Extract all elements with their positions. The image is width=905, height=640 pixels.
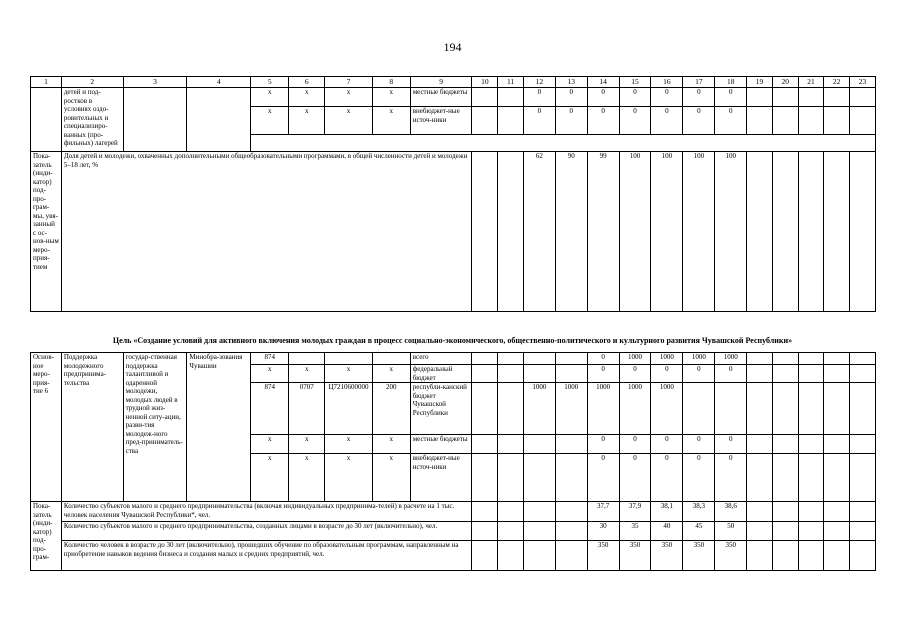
table-cell: 350 — [619, 541, 651, 571]
table-cell: 0 — [555, 107, 587, 135]
column-number: 14 — [587, 77, 619, 88]
table-cell: 0 — [715, 107, 747, 135]
table-cell: 0 — [683, 435, 715, 454]
table-cell: 62 — [523, 152, 555, 312]
table-row — [31, 88, 876, 107]
table-cell — [772, 502, 798, 522]
funding-source-cell: республи-канский бюджет Чувашской Республики — [410, 383, 472, 435]
table-cell: 0 — [587, 454, 619, 502]
table-cell — [123, 88, 187, 152]
table-cell: 0 — [587, 107, 619, 135]
table-cell: x — [251, 107, 289, 135]
program-table-bottom — [30, 352, 876, 571]
table-cell — [798, 383, 824, 435]
table-cell: 0 — [683, 454, 715, 502]
table-cell — [747, 353, 773, 365]
table-cell: 37,9 — [619, 502, 651, 522]
table-cell — [251, 135, 876, 152]
table-cell — [772, 522, 798, 541]
table-cell — [472, 88, 498, 107]
table-cell: 100 — [651, 152, 683, 312]
column-number: 7 — [325, 77, 372, 88]
column-number: 8 — [372, 77, 410, 88]
table-cell — [772, 107, 798, 135]
table-cell — [747, 152, 773, 312]
indicator-label: Пока-затель (инди-катор) под-про-грам- — [31, 502, 62, 571]
column-number: 3 — [123, 77, 187, 88]
table-cell — [772, 454, 798, 502]
table-cell — [289, 353, 325, 365]
table-cell: 0707 — [289, 383, 325, 435]
table-cell: 874 — [251, 353, 289, 365]
table-cell — [772, 353, 798, 365]
funding-source-cell: внебюджет-ные источ-ники — [410, 454, 472, 502]
table-cell: x — [251, 365, 289, 383]
table-cell — [772, 541, 798, 571]
table-cell: 0 — [587, 353, 619, 365]
table-cell — [798, 107, 824, 135]
table-cell: 37,7 — [587, 502, 619, 522]
table-cell: x — [289, 107, 325, 135]
table-cell — [850, 541, 876, 571]
table-cell: 350 — [587, 541, 619, 571]
table-cell: 40 — [651, 522, 683, 541]
table-cell — [472, 502, 498, 522]
table-cell: x — [289, 435, 325, 454]
table-cell: 0 — [619, 107, 651, 135]
executor-cell: Минобра-зования Чувашии — [187, 353, 251, 502]
table-cell: 100 — [619, 152, 651, 312]
table-cell — [683, 383, 715, 435]
table-cell: x — [372, 365, 410, 383]
table-cell — [824, 107, 850, 135]
table-cell — [850, 502, 876, 522]
table-cell: x — [372, 88, 410, 107]
column-number: 21 — [798, 77, 824, 88]
table-cell: 200 — [372, 383, 410, 435]
table-cell — [498, 522, 524, 541]
funding-source-cell: всего — [410, 353, 472, 365]
table-cell: x — [289, 454, 325, 502]
column-number: 10 — [472, 77, 498, 88]
table-cell — [747, 502, 773, 522]
column-number: 13 — [555, 77, 587, 88]
column-number: 23 — [850, 77, 876, 88]
table-cell: 0 — [651, 454, 683, 502]
column-number: 5 — [251, 77, 289, 88]
table-cell — [824, 383, 850, 435]
table-cell — [555, 353, 587, 365]
table-cell — [715, 383, 747, 435]
table-cell — [850, 107, 876, 135]
table-cell — [472, 454, 498, 502]
indicator-label: Пока-затель (инди-катор) под-про-грам-мы, увя-занный с ос-нов-ным меро-прия-тием — [31, 152, 62, 312]
table-cell — [798, 502, 824, 522]
table-cell: x — [325, 107, 372, 135]
table-cell: x — [325, 88, 372, 107]
table-cell: 0 — [619, 365, 651, 383]
table-cell — [798, 454, 824, 502]
table-cell — [798, 365, 824, 383]
table-cell: 0 — [587, 88, 619, 107]
table-cell: x — [325, 365, 372, 383]
table-cell: 45 — [683, 522, 715, 541]
table-cell: 350 — [683, 541, 715, 571]
table-cell: 0 — [587, 435, 619, 454]
table-cell — [555, 365, 587, 383]
column-number: 19 — [747, 77, 773, 88]
table-cell — [498, 383, 524, 435]
table-cell: 38,1 — [651, 502, 683, 522]
table-cell — [798, 353, 824, 365]
table-cell — [472, 383, 498, 435]
table-cell — [747, 541, 773, 571]
program-table-top — [30, 76, 876, 312]
indicator-row — [31, 152, 876, 312]
event-number-cell: Основ-ное меро-прия-тие 6 — [31, 353, 62, 502]
table-cell — [850, 435, 876, 454]
table-cell: 0 — [683, 107, 715, 135]
table-cell: x — [372, 435, 410, 454]
table-cell: 0 — [715, 435, 747, 454]
goal-heading: Цель «Создание условий для активного включения молодых граждан в процесс социально-экономического, общественно-политического и культурного развития Чувашской Республики» — [112, 336, 793, 345]
table-cell: 90 — [555, 152, 587, 312]
table-cell — [850, 353, 876, 365]
table-cell — [747, 522, 773, 541]
table-cell — [850, 522, 876, 541]
table-cell — [523, 541, 555, 571]
table-cell — [472, 152, 498, 312]
column-number: 20 — [772, 77, 798, 88]
table-cell: 0 — [683, 88, 715, 107]
table-cell: 0 — [683, 365, 715, 383]
column-number: 22 — [824, 77, 850, 88]
table-cell: 1000 — [715, 353, 747, 365]
table-row — [31, 353, 876, 365]
table-cell — [472, 522, 498, 541]
table-cell — [555, 522, 587, 541]
table-cell: 99 — [587, 152, 619, 312]
column-number: 16 — [651, 77, 683, 88]
table-cell — [498, 435, 524, 454]
table-cell — [850, 152, 876, 312]
table-cell: 1000 — [619, 383, 651, 435]
table-cell — [798, 152, 824, 312]
indicator-row — [31, 541, 876, 571]
funding-source-cell: федеральный бюджет — [410, 365, 472, 383]
funding-source-cell: местные бюджеты — [410, 435, 472, 454]
table-cell — [523, 522, 555, 541]
column-number: 9 — [410, 77, 472, 88]
table-cell — [498, 152, 524, 312]
table-cell: 1000 — [555, 383, 587, 435]
event-name-cell: детей и под-ростков в условиях оздо-ровительных и специализиро-ванных (про-фильных) лагерей — [61, 88, 123, 152]
table-cell — [187, 88, 251, 152]
page-number: 194 — [443, 40, 462, 54]
table-cell — [325, 353, 372, 365]
table-cell: x — [251, 454, 289, 502]
table-cell — [850, 454, 876, 502]
column-number-row — [31, 77, 876, 88]
table-cell — [824, 88, 850, 107]
indicator-text: Доля детей и молодежи, охваченных дополнительными общеобразовательными программами, в общей численности детей и молодежи 5–18 лет, % — [61, 152, 472, 312]
event-name-cell: Поддержка молодежного предпринима-тельства — [61, 353, 123, 502]
table-cell: x — [251, 435, 289, 454]
table-cell: 38,3 — [683, 502, 715, 522]
table-cell: 0 — [555, 88, 587, 107]
table-cell — [31, 88, 62, 152]
table-cell: 1000 — [683, 353, 715, 365]
table-cell: 350 — [715, 541, 747, 571]
indicator-row — [31, 522, 876, 541]
indicator-row — [31, 502, 876, 522]
table-cell: x — [325, 435, 372, 454]
table-cell — [747, 365, 773, 383]
table-cell: 0 — [651, 88, 683, 107]
table-cell — [498, 365, 524, 383]
table-cell: 30 — [587, 522, 619, 541]
table-cell: 0 — [651, 435, 683, 454]
column-number: 2 — [61, 77, 123, 88]
table-cell: x — [289, 365, 325, 383]
table-cell — [747, 435, 773, 454]
table-cell — [772, 383, 798, 435]
table-cell — [747, 383, 773, 435]
table-cell: 1000 — [587, 383, 619, 435]
table-cell — [824, 522, 850, 541]
table-cell — [498, 541, 524, 571]
table-cell: 0 — [651, 365, 683, 383]
table-cell — [523, 353, 555, 365]
table-cell — [850, 383, 876, 435]
column-number: 6 — [289, 77, 325, 88]
table-cell — [523, 454, 555, 502]
table-cell — [472, 365, 498, 383]
table-cell: 100 — [715, 152, 747, 312]
column-number: 17 — [683, 77, 715, 88]
column-number: 18 — [715, 77, 747, 88]
table-cell — [798, 88, 824, 107]
table-cell — [523, 435, 555, 454]
table-cell: x — [325, 454, 372, 502]
column-number: 1 — [31, 77, 62, 88]
table-cell — [555, 502, 587, 522]
table-cell — [555, 454, 587, 502]
table-cell: 0 — [619, 88, 651, 107]
table-cell — [772, 152, 798, 312]
table-cell: 1000 — [619, 353, 651, 365]
table-cell — [472, 107, 498, 135]
table-cell — [772, 88, 798, 107]
table-cell — [472, 541, 498, 571]
table-cell: 50 — [715, 522, 747, 541]
table-cell — [798, 541, 824, 571]
table-cell: 0 — [619, 435, 651, 454]
table-cell — [498, 454, 524, 502]
table-cell: 1000 — [651, 353, 683, 365]
table-cell — [747, 107, 773, 135]
table-cell — [498, 353, 524, 365]
table-cell: 1000 — [651, 383, 683, 435]
table-cell: 0 — [587, 365, 619, 383]
table-cell — [824, 541, 850, 571]
table-cell — [850, 88, 876, 107]
table-cell — [747, 454, 773, 502]
table-cell — [824, 152, 850, 312]
table-cell: 874 — [251, 383, 289, 435]
table-cell: 0 — [523, 107, 555, 135]
table-cell — [747, 88, 773, 107]
column-number: 11 — [498, 77, 524, 88]
table-cell — [772, 435, 798, 454]
table-cell: 35 — [619, 522, 651, 541]
table-cell — [850, 365, 876, 383]
table-cell — [824, 353, 850, 365]
table-cell: 0 — [715, 454, 747, 502]
table-cell — [372, 353, 410, 365]
table-cell: 100 — [683, 152, 715, 312]
table-cell — [523, 365, 555, 383]
column-number: 12 — [523, 77, 555, 88]
table-cell — [472, 353, 498, 365]
table-cell: x — [251, 88, 289, 107]
table-cell: 0 — [523, 88, 555, 107]
table-cell: 0 — [715, 88, 747, 107]
table-cell — [772, 365, 798, 383]
table-cell — [472, 435, 498, 454]
table-cell: 0 — [619, 454, 651, 502]
table-cell: 0 — [715, 365, 747, 383]
indicator-text: Количество человек в возрасте до 30 лет (включительно), прошедших обучение по образовательным программам, направленным на приобретение навыков ведения бизнеса и создания малых и средних предприятий, чел. — [61, 541, 472, 571]
table-cell — [824, 365, 850, 383]
table-cell: 38,6 — [715, 502, 747, 522]
table-cell — [498, 107, 524, 135]
task-cell: государ-ственная поддержка талантливой и одаренной молодежи, молодых людей в трудной жиз-ненной ситу-ации, разви-тия молодеж-ного пред-приниматель-ства — [123, 353, 187, 502]
table-cell — [523, 502, 555, 522]
table-cell — [824, 454, 850, 502]
table-cell — [498, 88, 524, 107]
table-cell: x — [372, 107, 410, 135]
table-cell — [824, 435, 850, 454]
table-cell: 1000 — [523, 383, 555, 435]
funding-source-cell: внебюджет-ные источ-ники — [410, 107, 472, 135]
column-number: 4 — [187, 77, 251, 88]
table-cell — [555, 541, 587, 571]
table-cell — [798, 435, 824, 454]
table-cell: x — [372, 454, 410, 502]
column-number: 15 — [619, 77, 651, 88]
table-cell — [798, 522, 824, 541]
table-cell: 0 — [651, 107, 683, 135]
table-cell — [824, 502, 850, 522]
indicator-text: Количество субъектов малого и среднего предпринимательства, созданных лицами в возрасте до 30 лет (включительно), чел. — [61, 522, 472, 541]
funding-source-cell: местные бюджеты — [410, 88, 472, 107]
table-cell: x — [289, 88, 325, 107]
table-cell — [498, 502, 524, 522]
table-cell: 350 — [651, 541, 683, 571]
indicator-text: Количество субъектов малого и среднего предпринимательства (включая индивидуальных предпринима-телей) в расчете на 1 тыс. человек населения Чувашской Республики*, чел. — [61, 502, 472, 522]
table-cell: Ц7210600000 — [325, 383, 372, 435]
table-cell — [555, 435, 587, 454]
